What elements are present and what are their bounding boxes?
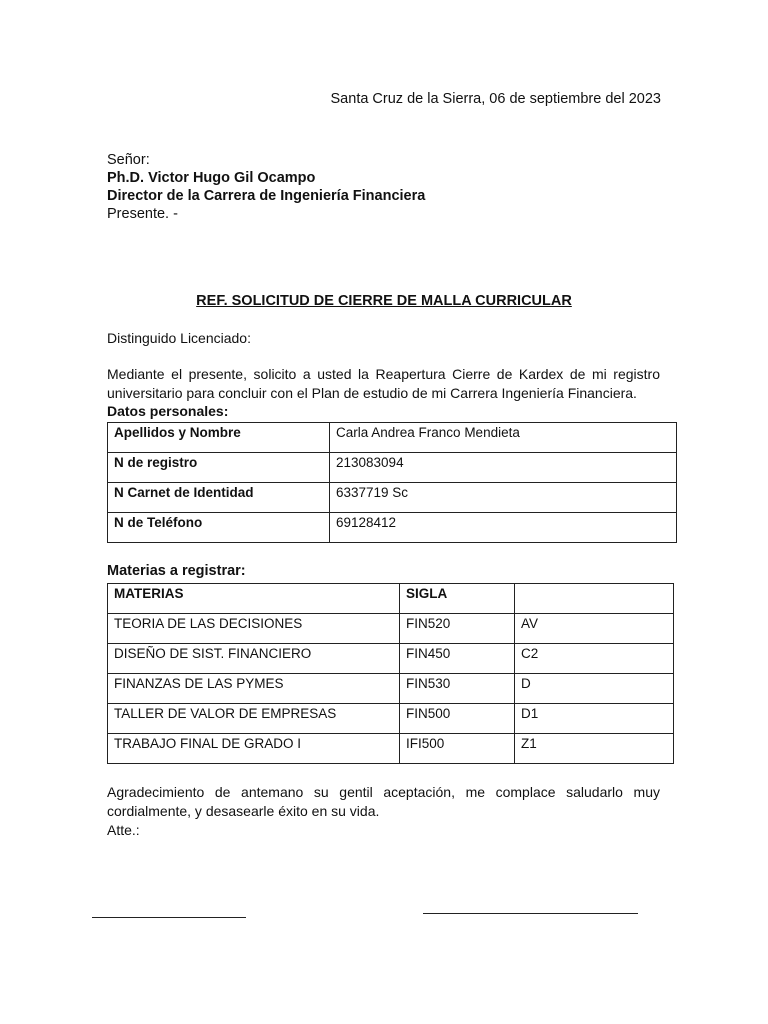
subject-code: FIN530 (400, 674, 515, 704)
personal-value: 6337719 Sc (330, 483, 677, 513)
header-sigla: SIGLA (400, 584, 515, 614)
personal-value: 213083094 (330, 453, 677, 483)
table-row (108, 423, 677, 453)
subject-code: FIN450 (400, 644, 515, 674)
table-row (108, 513, 677, 543)
table-row (108, 704, 674, 734)
reference-text: REF. SOLICITUD DE CIERRE DE MALLA CURRICULAR (196, 293, 572, 309)
subject-name: FINANZAS DE LAS PYMES (108, 674, 400, 704)
recipient-title: Director de la Carrera de Ingeniería Financiera (107, 188, 426, 204)
subject-name: TEORIA DE LAS DECISIONES (108, 614, 400, 644)
personal-label: Apellidos y Nombre (108, 423, 330, 453)
table-row (108, 483, 677, 513)
subject-code: IFI500 (400, 734, 515, 764)
presente-line: Presente. - (107, 206, 178, 222)
closing-paragraph: Agradecimiento de antemano su gentil aceptación, me complace saludarlo muy cordialmente, y desasearle éxito en su vida. (107, 784, 660, 819)
table-row (108, 614, 674, 644)
date-line: Santa Cruz de la Sierra, 06 de septiembre del 2023 (330, 91, 661, 107)
greeting: Distinguido Licenciado: (107, 330, 251, 346)
personal-value: Carla Andrea Franco Mendieta (330, 423, 677, 453)
body-intro: Mediante el presente, solicito a usted la Reapertura Cierre de Kardex de mi registro universitario para concluir con el Plan de estudio de mi Carrera Ingeniería Financiera. (107, 366, 660, 401)
subject-group: Z1 (515, 734, 674, 764)
subject-code: FIN520 (400, 614, 515, 644)
subject-code: FIN500 (400, 704, 515, 734)
atte-line: Atte.: (107, 822, 140, 838)
header-materias: MATERIAS (108, 584, 400, 614)
signature-line-right (423, 913, 638, 914)
personal-label: N de Teléfono (108, 513, 330, 543)
table-row (108, 734, 674, 764)
subject-group: D (515, 674, 674, 704)
personal-label: N de registro (108, 453, 330, 483)
personal-data-heading: Datos personales: (107, 403, 229, 419)
salutation: Señor: (107, 152, 150, 168)
personal-label: N Carnet de Identidad (108, 483, 330, 513)
table-row (108, 644, 674, 674)
reference-line (0, 293, 768, 309)
subject-group: C2 (515, 644, 674, 674)
recipient-name: Ph.D. Victor Hugo Gil Ocampo (107, 170, 316, 186)
header-grupo (515, 584, 674, 614)
subject-name: TRABAJO FINAL DE GRADO I (108, 734, 400, 764)
subject-name: TALLER DE VALOR DE EMPRESAS (108, 704, 400, 734)
personal-data-table (107, 422, 677, 543)
signature-line-left (92, 917, 246, 918)
table-row (108, 453, 677, 483)
recipient-block (107, 151, 425, 223)
subject-name: DISEÑO DE SIST. FINANCIERO (108, 644, 400, 674)
table-header-row (108, 584, 674, 614)
subjects-heading: Materias a registrar: (107, 563, 246, 579)
subject-group: D1 (515, 704, 674, 734)
subjects-table (107, 583, 674, 764)
personal-value: 69128412 (330, 513, 677, 543)
subject-group: AV (515, 614, 674, 644)
table-row (108, 674, 674, 704)
